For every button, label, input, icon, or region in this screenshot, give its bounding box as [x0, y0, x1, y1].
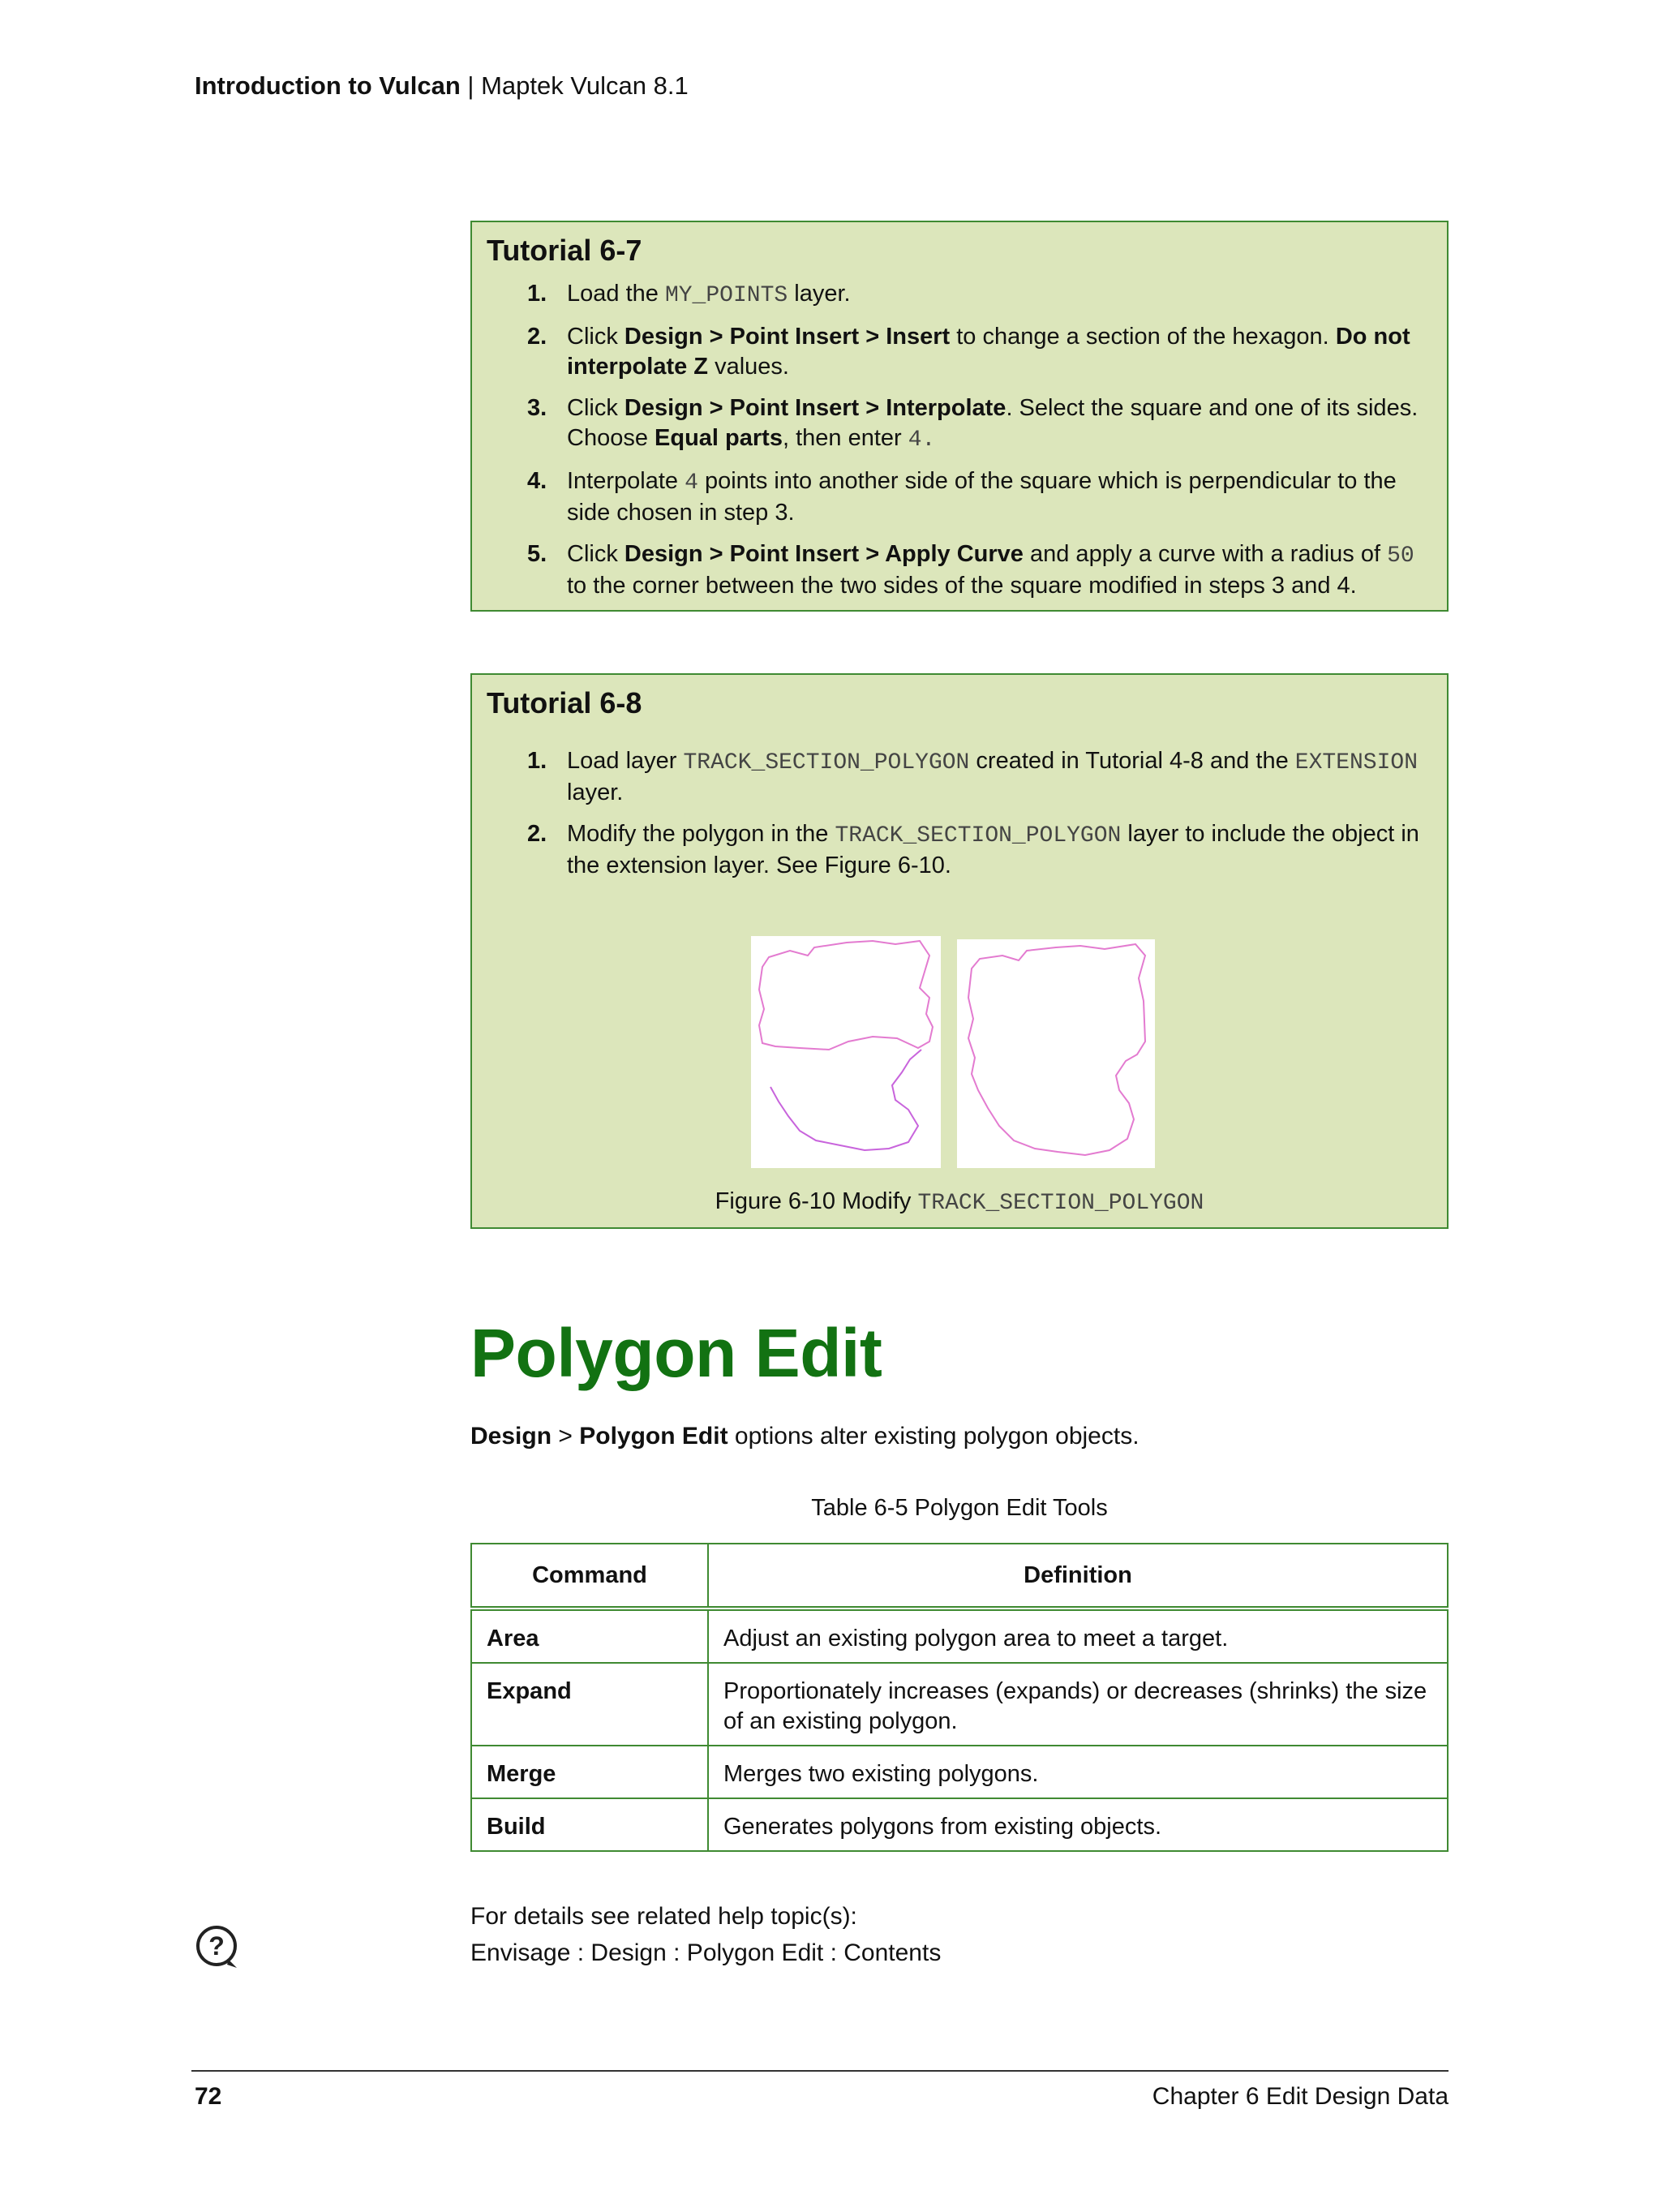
- tutorial-step: [472, 279, 1447, 311]
- tutorial-6-7-steps: [472, 279, 1447, 612]
- code-text: TRACK_SECTION_POLYGON: [683, 750, 970, 775]
- tutorial-step: [472, 539, 1447, 601]
- definition-cell: Merges two existing polygons.: [708, 1746, 1448, 1798]
- bold-text: Polygon Edit: [579, 1423, 728, 1450]
- table-row: [471, 1609, 1448, 1663]
- figure-caption-code: TRACK_SECTION_POLYGON: [917, 1191, 1204, 1216]
- definition-cell: Proportionately increases (expands) or decreases (shrinks) the size of an existing polygon.: [708, 1663, 1448, 1746]
- text-run: Load the: [567, 281, 665, 307]
- extension-object: [770, 1050, 921, 1150]
- table-header-row: [471, 1544, 1448, 1609]
- step-number: 2.: [527, 821, 547, 847]
- code-text: TRACK_SECTION_POLYGON: [835, 823, 1122, 848]
- step-number: 2.: [527, 324, 547, 350]
- text-run: created in Tutorial 4-8 and the: [969, 748, 1295, 774]
- command-cell: Expand: [471, 1663, 708, 1746]
- step-number: 1.: [527, 281, 547, 307]
- text-run: layer.: [788, 281, 851, 307]
- svg-text:?: ?: [208, 1931, 225, 1961]
- track-section-polygon: [759, 941, 933, 1050]
- definition-cell: Adjust an existing polygon area to meet a target.: [708, 1609, 1448, 1663]
- tutorial-step: [472, 746, 1447, 808]
- text-run: >: [552, 1423, 580, 1450]
- table-row: [471, 1663, 1448, 1746]
- step-number: 5.: [527, 541, 547, 567]
- bold-text: Do not interpolate Z: [567, 324, 1410, 380]
- code-text: 4.: [908, 427, 936, 453]
- command-cell: Area: [471, 1609, 708, 1663]
- tutorial-step: [472, 466, 1447, 528]
- bold-text: Design > Point Insert > Interpolate: [624, 395, 1006, 421]
- text-run: Modify the polygon in the: [567, 821, 835, 847]
- table-row: [471, 1746, 1448, 1798]
- bold-text: Design: [470, 1423, 552, 1450]
- header-separator: |: [467, 71, 474, 100]
- figure-caption: [472, 1188, 1447, 1216]
- text-run: points into another side of the square which is perpendicular to the side chosen in step 3.: [567, 468, 1397, 526]
- header-title: Introduction to Vulcan: [195, 71, 461, 100]
- text-run: values.: [708, 354, 789, 380]
- text-run: . Select the square and one of its sides. Choose: [567, 395, 1419, 451]
- text-run: layer to include the object in the extension layer. See Figure 6-10.: [567, 821, 1419, 878]
- bold-text: Equal parts: [655, 425, 783, 451]
- step-number: 1.: [527, 748, 547, 774]
- text-run: to change a section of the hexagon.: [950, 324, 1336, 350]
- running-header: [195, 71, 689, 101]
- command-cell: Build: [471, 1798, 708, 1851]
- help-question-icon: [195, 1924, 240, 1969]
- tutorial-step: [472, 322, 1447, 382]
- figure-panel-after: [957, 939, 1155, 1168]
- help-topics: [470, 1898, 941, 1971]
- help-intro: For details see related help topic(s):: [470, 1903, 857, 1930]
- text-run: and apply a curve with a radius of: [1023, 541, 1388, 567]
- code-text: EXTENSION: [1294, 750, 1419, 775]
- definition-cell: Generates polygons from existing objects.: [708, 1798, 1448, 1851]
- table-row: [471, 1798, 1448, 1851]
- code-text: 4: [685, 470, 698, 496]
- footer-divider: [191, 2070, 1449, 2072]
- figure-caption-text: Figure 6-10 Modify: [715, 1188, 918, 1214]
- bold-text: Design > Point Insert > Apply Curve: [624, 541, 1024, 567]
- text-run: Load layer: [567, 748, 684, 774]
- polygon-after-image: [957, 939, 1155, 1168]
- command-cell: Merge: [471, 1746, 708, 1798]
- modified-polygon: [968, 944, 1145, 1155]
- chapter-title: Chapter 6 Edit Design Data: [1152, 2083, 1449, 2110]
- help-topic-link[interactable]: Envisage : Design : Polygon Edit : Contents: [470, 1939, 942, 1966]
- text-run: Click: [567, 395, 624, 421]
- text-run: Click: [567, 541, 624, 567]
- step-number: 3.: [527, 395, 547, 421]
- code-text: MY_POINTS: [664, 283, 788, 308]
- table-header-definition: Definition: [708, 1544, 1448, 1609]
- tutorial-6-8-box: [470, 673, 1449, 1229]
- table-caption: Table 6-5 Polygon Edit Tools: [811, 1495, 1108, 1521]
- figure-panel-before: [751, 936, 941, 1168]
- text-run: options alter existing polygon objects.: [727, 1423, 1140, 1450]
- text-run: to the corner between the two sides of the square modified in steps 3 and 4.: [567, 573, 1357, 599]
- text-run: layer.: [567, 780, 624, 805]
- polygon-before-image: [751, 936, 941, 1168]
- section-intro: [470, 1423, 1140, 1450]
- header-subtitle: Maptek Vulcan 8.1: [481, 71, 689, 100]
- text-run: Interpolate: [567, 468, 685, 494]
- tutorial-step: [472, 393, 1447, 455]
- page-number: 72: [195, 2083, 222, 2110]
- bold-text: Design > Point Insert > Insert: [624, 324, 951, 350]
- polygon-edit-tools-table: [470, 1543, 1449, 1852]
- tutorial-6-7-title: Tutorial 6-7: [487, 234, 642, 267]
- table-header-command: Command: [471, 1544, 708, 1609]
- tutorial-6-8-title: Tutorial 6-8: [487, 686, 642, 719]
- tutorial-6-8-steps: [472, 746, 1447, 892]
- text-run: Click: [567, 324, 624, 350]
- tutorial-step: [472, 819, 1447, 881]
- code-text: 50: [1387, 543, 1414, 569]
- tutorial-6-7-box: [470, 221, 1449, 612]
- step-number: 4.: [527, 468, 547, 494]
- section-heading: Polygon Edit: [470, 1315, 882, 1391]
- text-run: , then enter: [782, 425, 908, 451]
